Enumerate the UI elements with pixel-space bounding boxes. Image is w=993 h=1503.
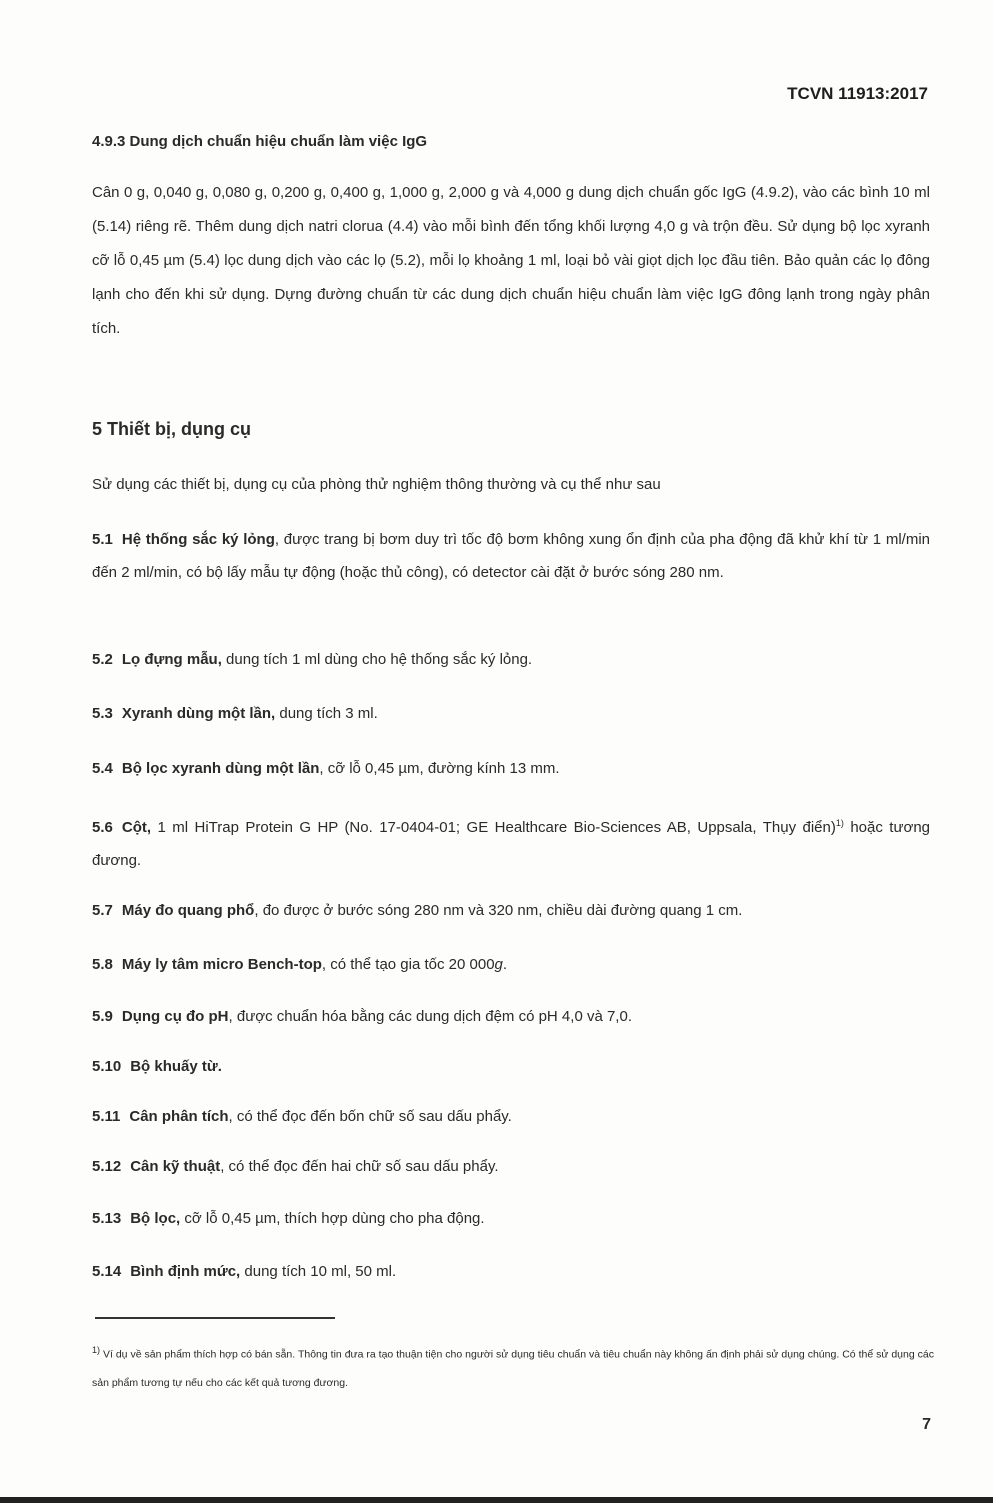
item-number: 5.12	[92, 1158, 122, 1175]
page-number: 7	[922, 1416, 931, 1433]
section-heading-4-9-3: 4.9.3 Dung dịch chuẩn hiệu chuẩn làm việc IgG	[92, 133, 428, 150]
footnote-marker: 1)	[92, 1345, 101, 1355]
equipment-item	[92, 948, 930, 981]
item-term: Cân kỹ thuật	[130, 1158, 221, 1175]
equipment-item	[92, 894, 930, 927]
item-description: dung tích 1 ml dùng cho hệ thống sắc ký lỏng.	[221, 651, 533, 668]
item-number: 5.8	[92, 956, 113, 973]
item-description: , có thể đọc đến bốn chữ số sau dấu phẩy.	[228, 1108, 512, 1125]
equipment-item	[92, 1100, 930, 1133]
item-description: , có thể đọc đến hai chữ số sau dấu phẩy.	[220, 1158, 499, 1175]
equipment-item	[92, 1202, 930, 1235]
equipment-item	[92, 1000, 930, 1033]
item-number: 5.2	[92, 651, 113, 668]
item-description: dung tích 10 ml, 50 ml.	[240, 1263, 397, 1280]
item-description-end: .	[502, 956, 508, 973]
equipment-item	[92, 523, 930, 589]
item-term: Bộ lọc xyranh dùng một lần	[121, 760, 320, 777]
item-term: Bình định mức,	[130, 1263, 241, 1280]
equipment-item	[92, 1255, 930, 1288]
item-number: 5.9	[92, 1008, 113, 1025]
item-unit: g	[494, 956, 503, 973]
item-number: 5.14	[92, 1263, 122, 1280]
equipment-item	[92, 752, 930, 785]
item-description: , cỡ lỗ 0,45 µm, đường kính 13 mm.	[319, 760, 560, 777]
item-description-end: hoặc tương đương.	[92, 819, 931, 869]
equipment-item	[92, 643, 930, 676]
item-number: 5.3	[92, 705, 113, 722]
item-description: cỡ lỗ 0,45 µm, thích hợp dùng cho pha động.	[180, 1210, 485, 1227]
item-term: Cột,	[121, 819, 152, 836]
footnote-text: Ví dụ về sản phẩm thích hợp có bán sẵn. Thông tin đưa ra tạo thuận tiện cho người sử dụng tiêu chuẩn và tiêu chuẩn này không ấn định phải sử dụng chúng. Có thể sử dụng các sản phẩm tương tự nếu cho các kết quả tương đương.	[92, 1348, 934, 1389]
item-number: 5.11	[92, 1108, 121, 1125]
item-number: 5.6	[92, 819, 113, 836]
item-term: Dụng cụ đo pH	[121, 1008, 229, 1025]
equipment-item	[92, 1150, 930, 1183]
item-description: , được chuẩn hóa bằng các dung dịch đệm có pH 4,0 và 7,0.	[228, 1008, 632, 1025]
item-term: Máy đo quang phổ	[121, 902, 255, 919]
item-number: 5.13	[92, 1210, 122, 1227]
section-heading-5: 5 Thiết bị, dụng cụ	[92, 419, 251, 439]
equipment-item	[92, 1050, 930, 1083]
item-number: 5.7	[92, 902, 113, 919]
item-description: 1 ml HiTrap Protein G HP (No. 17-0404-01; GE Healthcare Bio-Sciences AB, Uppsala, Thụy điển)	[151, 819, 836, 836]
item-description: , đo được ở bước sóng 280 nm và 320 nm, chiều dài đường quang 1 cm.	[254, 902, 743, 919]
item-term: Bộ khuấy từ.	[130, 1058, 222, 1075]
item-number: 5.1	[92, 531, 113, 548]
item-description: , được trang bị bơm duy trì tốc độ bơm không xung ổn định của pha động đã khử khí từ 1 ml/min đến 2 ml/min, có bộ lấy mẫu tự động (hoặc thủ công), có detector cài đặt ở bước sóng 280 nm.	[92, 531, 931, 581]
footnote	[92, 1336, 934, 1397]
equipment-item	[92, 697, 930, 730]
item-description: dung tích 3 ml.	[275, 705, 378, 722]
item-term: Xyranh dùng một lần,	[121, 705, 276, 722]
item-term: Lọ đựng mẫu,	[121, 651, 222, 668]
footnote-ref: 1)	[835, 818, 844, 828]
item-term: Bộ lọc,	[130, 1210, 181, 1227]
item-term: Cân phân tích	[129, 1108, 229, 1125]
item-number: 5.4	[92, 760, 113, 777]
item-term: Máy ly tâm micro Bench-top	[121, 956, 322, 973]
section-body-4-9-3: Cân 0 g, 0,040 g, 0,080 g, 0,200 g, 0,400 g, 1,000 g, 2,000 g và 4,000 g dung dịch chuẩn gốc IgG (4.9.2), vào các bình 10 ml (5.14) riêng rẽ. Thêm dung dịch natri clorua (4.4) vào mỗi bình đến tổng khối lượng 4,0 g và trộn đều. Sử dụng bộ lọc xyranh cỡ lỗ 0,45 µm (5.4) lọc dung dịch vào các lọ (5.2), mỗi lọ khoảng 1 ml, loại bỏ vài giọt dịch lọc đầu tiên. Bảo quản các lọ đông lạnh cho đến khi sử dụng. Dựng đường chuẩn từ các dung dịch chuẩn hiệu chuẩn làm việc IgG đông lạnh trong ngày phân tích.	[92, 184, 930, 337]
equipment-item	[92, 807, 930, 877]
footnote-divider	[95, 1317, 335, 1319]
standard-code-header: TCVN 11913:2017	[787, 84, 928, 103]
item-term: Hệ thống sắc ký lỏng	[121, 531, 275, 548]
section-intro-5: Sử dụng các thiết bị, dụng cụ của phòng thử nghiệm thông thường và cụ thể như sau	[92, 476, 661, 493]
scan-edge	[0, 1497, 993, 1503]
item-number: 5.10	[92, 1058, 122, 1075]
item-description: , có thể tạo gia tốc 20 000	[321, 956, 495, 973]
